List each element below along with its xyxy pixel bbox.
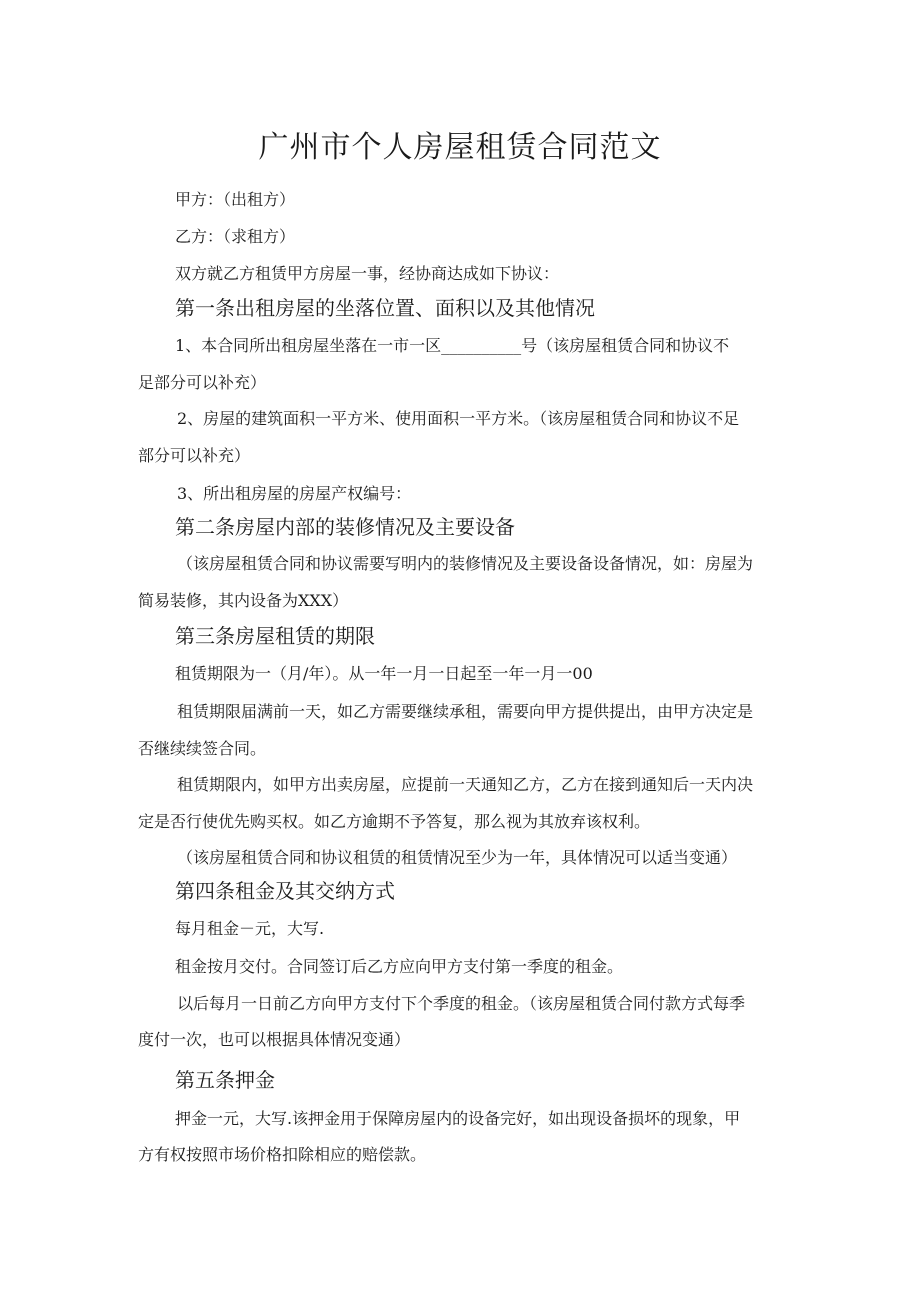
article-4-paragraph-3-line-2: 度付一次，也可以根据具体情况变通） xyxy=(138,1030,411,1049)
article-1-item-2-line-2: 部分可以补充） xyxy=(138,446,251,465)
article-2-line-2: 简易装修，其内设备为XXX） xyxy=(138,591,349,610)
article-1-item-3: 3、所出租房屋的房屋产权编号： xyxy=(177,484,412,503)
article-2-heading: 第二条房屋内部的装修情况及主要设备 xyxy=(175,515,515,539)
article-3-paragraph-2-line-2: 否继续续签合同。 xyxy=(138,739,267,758)
article-5-paragraph-1-line-1: 押金一元，大写.该押金用于保障房屋内的设备完好，如出现设备损坏的现象，甲 xyxy=(175,1109,741,1128)
article-3-heading: 第三条房屋租赁的期限 xyxy=(175,624,375,648)
article-4-paragraph-2: 租金按月交付。合同签订后乙方应向甲方支付第一季度的租金。 xyxy=(175,957,624,976)
article-1-item-2-line-1: 2、房屋的建筑面积一平方米、使用面积一平方米。（该房屋租赁合同和协议不足 xyxy=(177,409,740,428)
article-3-paragraph-2-line-1: 租赁期限届满前一天，如乙方需要继续承租，需要向甲方提供提出，由甲方决定是 xyxy=(177,702,754,721)
article-3-paragraph-4: （该房屋租赁合同和协议租赁的租赁情况至少为一年，具体情况可以适当变通） xyxy=(177,848,738,867)
party-b-line: 乙方：（求租方） xyxy=(175,227,296,246)
party-a-line: 甲方：（出租方） xyxy=(175,190,296,209)
article-3-paragraph-3-line-1: 租赁期限内，如甲方出卖房屋，应提前一天通知乙方，乙方在接到通知后一天内决 xyxy=(177,775,754,794)
article-3-paragraph-1: 租赁期限为一（月/年）。从一年一月一日起至一年一月一00 xyxy=(175,664,593,683)
article-5-heading: 第五条押金 xyxy=(175,1068,275,1092)
article-1-item-1-line-2: 足部分可以补充） xyxy=(138,373,267,392)
article-1-item-1-line-1: 1、本合同所出租房屋坐落在一市一区__________号（该房屋租赁合同和协议不 xyxy=(175,336,730,355)
document-title: 广州市个人房屋租赁合同范文 xyxy=(258,130,662,165)
article-2-line-1: （该房屋租赁合同和协议需要写明内的装修情况及主要设备设备情况，如：房屋为 xyxy=(177,554,754,573)
article-4-paragraph-1: 每月租金－元，大写. xyxy=(175,919,325,938)
article-1-heading: 第一条出租房屋的坐落位置、面积以及其他情况 xyxy=(175,296,595,320)
article-3-paragraph-3-line-2: 定是否行使优先购买权。如乙方逾期不予答复，那么视为其放弃该权利。 xyxy=(138,812,651,831)
article-4-paragraph-3-line-1: 以后每月一日前乙方向甲方支付下个季度的租金。（该房屋租赁合同付款方式每季 xyxy=(177,994,746,1013)
article-4-heading: 第四条租金及其交纳方式 xyxy=(175,879,395,903)
article-5-paragraph-1-line-2: 方有权按照市场价格扣除相应的赔偿款。 xyxy=(138,1145,427,1164)
intro-paragraph: 双方就乙方租赁甲方房屋一事，经协商达成如下协议： xyxy=(175,264,560,283)
